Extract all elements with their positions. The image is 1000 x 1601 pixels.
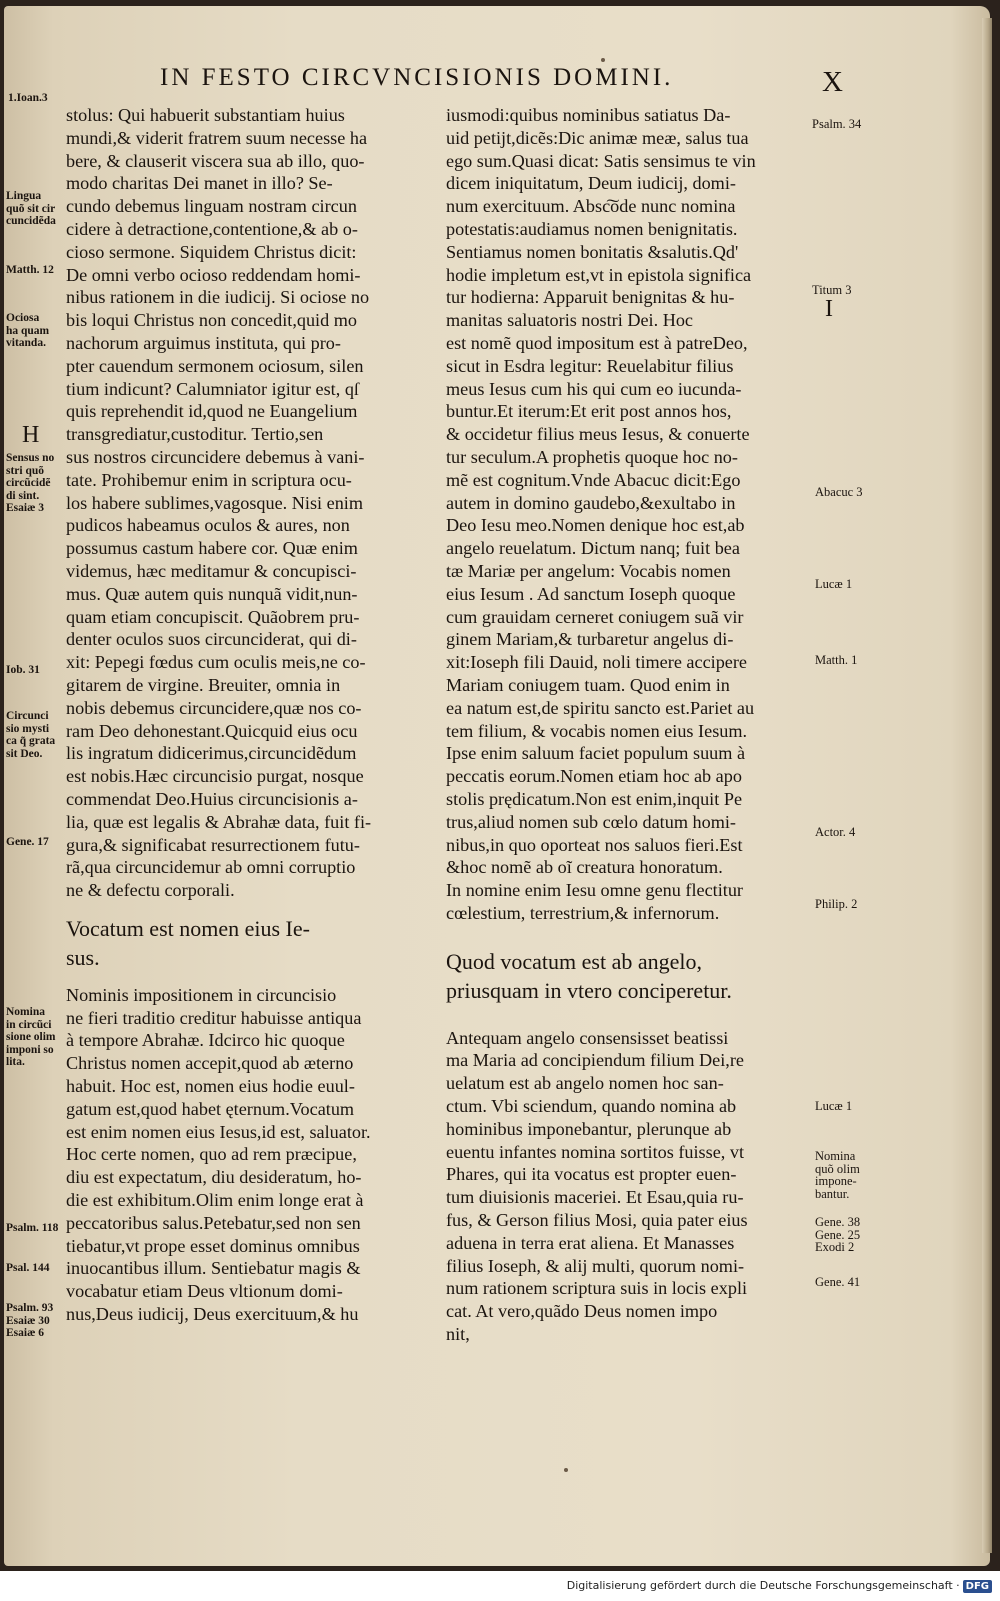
margin-note-line: quõ olim (815, 1161, 860, 1176)
text-line: nit, (446, 1324, 470, 1345)
text-line: tem filium, & vocabis nomen eius Iesum. (446, 720, 748, 741)
text-line: vocabatur etiam Deus vltionum domi- (66, 1281, 343, 1302)
text-line: die est exhibitum.Olim enim longe erat à (66, 1190, 364, 1211)
margin-note-line: stri quõ (6, 464, 45, 477)
text-line: nibus rationem in die iudicij. Si ociose no (66, 287, 370, 308)
margin-note-left (6, 836, 49, 849)
text-line: cum grauidam cerneret coniugem suã vir (446, 606, 744, 627)
margin-note-line: ca q̃ grata (6, 735, 56, 747)
margin-note-left (6, 190, 56, 228)
text-line: cioso sermone. Siquidem Christus dicit: (66, 241, 357, 262)
right-heading-line: priusquam in vtero conciperetur. (446, 977, 732, 1003)
text-line: aduena in terra erat aliena. Et Manasses (446, 1232, 735, 1253)
footer-credit (567, 1579, 992, 1593)
margin-note-line: Esaiæ 6 (6, 1327, 45, 1339)
margin-note-line: ha quam (6, 324, 50, 337)
text-line: dicem iniquitatum, Deum iudicij, domi- (446, 173, 736, 194)
margin-note-left (6, 1302, 53, 1340)
margin-note-line: quõ sit cir (6, 202, 56, 215)
text-line: videmus, hæc meditamur & concupisci- (66, 560, 357, 581)
text-line: cat. At vero,quãdo Deus nomen impo (446, 1301, 718, 1322)
margin-note-right (815, 826, 855, 839)
margin-note-line: Nomina (6, 1006, 45, 1018)
text-line: ne & defectu corporali. (66, 880, 235, 901)
paper-speck (601, 58, 605, 62)
text-line: nibus,in quo oporteat nos saluos fieri.Est (446, 834, 743, 855)
text-line: pter cauendum sermonem ociosum, silen (66, 355, 364, 376)
margin-note-line: Lucæ 1 (815, 1099, 853, 1113)
margin-note-left (6, 1222, 58, 1235)
text-line: Antequam angelo consensisset beatissi (446, 1027, 729, 1048)
margin-note-line: Esaiæ 3 (6, 502, 45, 514)
text-line: tium indicunt? Calumniator igitur est, qſ (66, 378, 359, 399)
margin-note-line: Abacuc 3 (815, 485, 863, 499)
text-line: lis ingratum didicerimus,circuncidẽdum (66, 743, 357, 764)
text-line: modo charitas Dei manet in illo? Se- (66, 173, 333, 194)
text-line: Nominis impositionem in circuncisio (66, 984, 337, 1005)
text-line: los habere sublimes,vagosque. Nisi enim (66, 492, 364, 513)
margin-note-line: sio mysti (6, 722, 50, 735)
text-line: est enim nomen eius Iesus,id est, saluator. (66, 1121, 371, 1142)
margin-note-line: sione olim (6, 1031, 56, 1043)
margin-note-right (815, 654, 857, 667)
text-line: angelo reuelatum. Dictum nanq; fuit bea (446, 538, 740, 559)
left-heading-line: sus. (66, 944, 100, 970)
text-line: gura,& significabat resurrectionem futu- (66, 834, 360, 855)
text-line: ea natum est,de spiritu sancto est.Pariet au (446, 697, 755, 718)
text-line: habuit. Hoc est, nomen eius hodie euul- (66, 1076, 355, 1097)
text-line: bis loqui Christus non concedit,quid mo (66, 310, 357, 331)
text-line: Ipse enim saluum faciet populum suum à (446, 743, 746, 764)
margin-note-right (815, 578, 852, 591)
text-line: est nomẽ quod impositum est à patreDeo, (446, 332, 748, 353)
text-line: tate. Prohibemur enim in scriptura ocu- (66, 469, 352, 490)
margin-note-line: Psalm. 34 (812, 117, 862, 131)
margin-note-right (815, 898, 857, 911)
margin-note-left (6, 452, 54, 515)
margin-note-line: Titum 3 (812, 283, 852, 297)
text-line: xit: Pepegi fœdus cum oculis meis,ne co- (66, 652, 366, 673)
text-line: uelatum est ab angelo nomen hoc san- (446, 1073, 724, 1094)
text-line: lia, quæ est legalis & Abrahæ data, fuit fi- (66, 811, 372, 832)
margin-note-line: di sint. (6, 489, 40, 502)
text-line: tur seculum.A prophetis quoque hoc no- (446, 446, 738, 467)
margin-note-left (6, 1262, 49, 1275)
margin-note-line: 1.Ioan.3 (8, 92, 48, 104)
text-line: sus nostros circuncidere debemus à vani- (66, 446, 365, 467)
text-line: ma Maria ad concipiendum filium Dei,re (446, 1050, 744, 1071)
right-heading (446, 947, 791, 1005)
text-line: &hoc nomẽ ab oĩ creatura honoratum. (446, 857, 723, 878)
text-line: inuocantibus illum. Sentiebatur magis & (66, 1258, 361, 1279)
text-line: stolis prędicatum.Non est enim,inquit Pe (446, 788, 743, 809)
text-line: quis reprehendit id,quod ne Euangelium (66, 401, 358, 422)
margin-note-right (815, 1276, 860, 1289)
footer-bar (0, 1571, 1000, 1601)
margin-note-line: Sensus no (6, 452, 55, 464)
margin-note-right (812, 118, 861, 131)
margin-note-line: Psalm. 93 (6, 1302, 54, 1314)
text-line: uid petijt,dicẽs:Dic animæ meæ, salus tua (446, 127, 749, 148)
left-heading (66, 914, 416, 972)
margin-note-line: Iob. 31 (6, 664, 40, 676)
margin-note-line: Psalm. 118 (6, 1222, 59, 1234)
text-line: tiebatur,vt prope esset dominus omnibus (66, 1235, 360, 1256)
text-line: peccatoribus salus.Petebatur,sed non sen (66, 1212, 361, 1233)
text-line: potestatis:audiamus nomen benignitatis. (446, 218, 738, 239)
margin-note-line: Psal. 144 (6, 1262, 50, 1274)
margin-note-right (815, 1150, 860, 1200)
text-line: nobis debemus circuncidere,quæ nos co- (66, 697, 362, 718)
text-line: gitarem de virgine. Breuiter, omnia in (66, 674, 341, 695)
margin-note-line: Actor. 4 (815, 825, 856, 839)
text-line: trus,aliud nomen sub cœlo datum homi- (446, 811, 736, 832)
text-line: commendat Deo.Huius circuncisionis a- (66, 788, 358, 809)
text-line: num rationem scriptura suis in locis expli (446, 1278, 748, 1299)
text-line: mundi,& viderit fratrem suum necesse ha (66, 127, 368, 148)
margin-note-line: circũcidẽ (6, 477, 51, 489)
margin-note-right (815, 1100, 852, 1113)
text-line: In nomine enim Iesu omne genu flectitur (446, 880, 743, 901)
text-line: bere, & clauserit viscera sua ab illo, quo- (66, 150, 365, 171)
text-line: manitas saluatoris nostri Dei. Hoc (446, 310, 693, 331)
text-line: sicut in Esdra legitur: Reuelabitur filius (446, 355, 734, 376)
text-line: num exercituum. Absc͠ode nunc nomina (446, 196, 736, 217)
margin-note-line: Gene. 25 (815, 1227, 861, 1242)
left-heading-line: Vocatum est nomen eius Ie- (66, 915, 310, 941)
text-line: xit:Ioseph fili Dauid, noli timere accipere (446, 652, 747, 673)
margin-note-line: lita. (6, 1056, 25, 1068)
text-line: ctum. Vbi sciendum, quando nomina ab (446, 1096, 737, 1117)
text-line: buntur.Et iterum:Et erit post annos hos, (446, 401, 732, 422)
left-column-body-2 (66, 984, 416, 1326)
text-line: denter oculos suos circunciderat, qui di- (66, 629, 357, 650)
margin-note-left (8, 92, 48, 105)
margin-note-line: Lingua (6, 190, 42, 202)
right-column (446, 104, 791, 1346)
right-margin-glyph: I (825, 296, 833, 322)
page-edge (982, 18, 992, 1553)
margin-note-left (6, 312, 49, 350)
text-line: De omni verbo ocioso reddendam homi- (66, 264, 361, 285)
margin-note-line: Gene. 17 (6, 836, 49, 848)
text-line: ram Deo dehonestant.Quicquid eius ocu (66, 720, 358, 741)
margin-note-line: Matth. 1 (815, 653, 858, 667)
initial-letter: H (22, 422, 40, 448)
margin-note-line: Exodi 2 (815, 1240, 855, 1254)
margin-note-line: vitanda. (6, 337, 46, 349)
margin-note-line: Ociosa (6, 312, 40, 324)
running-title: IN FESTO CIRCVNCISIONIS DOMINI. (160, 64, 674, 91)
margin-note-line: impone- (815, 1174, 857, 1188)
margin-note-line: in circũci (6, 1018, 52, 1031)
text-line: mus. Quæ autem quis nunquã vidit,nun- (66, 583, 358, 604)
margin-note-line: bantur. (815, 1186, 850, 1201)
text-line: stolus: Qui habuerit substantiam huius (66, 105, 345, 125)
text-line: eius Iesum . Ad sanctum Ioseph quoque (446, 583, 736, 604)
text-line: Mariam coniugem tuam. Quod enim in (446, 674, 730, 695)
margin-note-right (815, 1216, 860, 1254)
text-line: nus,Deus iudicij, Deus exercituum,& hu (66, 1304, 359, 1325)
margin-note-left (6, 664, 40, 677)
text-line: tæ Mariæ per angelum: Vocabis nomen (446, 560, 731, 581)
text-line: Christus nomen accepit,quod ab æterno (66, 1053, 354, 1074)
margin-note-line: Nomina (815, 1149, 856, 1163)
paper-speck (564, 1468, 568, 1472)
text-line: cundo debemus linguam nostram circun (66, 196, 357, 217)
text-line: ginem Mariam,& turbaretur angelus di- (446, 629, 734, 650)
text-line: rã,qua circuncidemur ab omni corruptio (66, 857, 356, 878)
margin-note-line: sit Deo. (6, 747, 43, 760)
text-line: possumus castum habere cor. Quæ enim (66, 538, 358, 559)
margin-note-line: Gene. 41 (815, 1275, 861, 1289)
text-line: gatum est,quod habet ęternum.Vocatum (66, 1098, 355, 1119)
text-line: & occidetur filius meus Iesus, & conuerte (446, 424, 750, 445)
text-line: hominibus imponebantur, plerunque ab (446, 1118, 732, 1139)
text-line: mẽ est cognitum.Vnde Abacuc dicit:Ego (446, 469, 741, 490)
margin-note-line: Lucæ 1 (815, 577, 853, 591)
text-line: ne fieri traditio creditur habuisse antiqua (66, 1007, 362, 1028)
text-line: ego sum.Quasi dicat: Satis sensimus te vin (446, 150, 756, 171)
left-column-body (66, 104, 416, 902)
margin-note-line: Gene. 38 (815, 1215, 861, 1229)
margin-note-left (6, 1006, 56, 1069)
margin-note-right (815, 486, 863, 499)
right-column-body (446, 104, 791, 925)
text-line: pudicos habeamus oculos & aures, non (66, 515, 350, 536)
margin-note-line: cuncidẽda (6, 215, 56, 227)
margin-note-left (6, 264, 54, 277)
text-line: Hoc certe nomen, quo ad rem præcipue, (66, 1144, 357, 1165)
text-line: Phares, qui ita vocatus est propter euen- (446, 1164, 737, 1185)
text-line: hodie impletum est,vt in epistola significa (446, 264, 752, 285)
text-line: Sentiamus nomen bonitatis &salutis.Qd' (446, 241, 739, 262)
text-line: tur hodierna: Apparuit benignitas & hu- (446, 287, 735, 308)
text-line: fus, & Gerson filius Mosi, quia pater eius (446, 1210, 748, 1231)
text-line: peccatis eorum.Nomen etiam hoc ab apo (446, 766, 742, 787)
text-line: nachorum arguimus instituta, qui pro- (66, 332, 341, 353)
text-line: quam etiam concupiscit. Quãobrem pru- (66, 606, 360, 627)
right-column-body-2 (446, 1027, 791, 1346)
text-line: tum diuisionis maceriei. Et Esau,quia ru- (446, 1187, 744, 1208)
text-line: meus Iesus cum his qui cum eo iucunda- (446, 378, 742, 399)
text-line: autem in domino gaudebo,&exultabo in (446, 492, 736, 513)
text-line: Deo Iesu meo.Nomen denique hoc est,ab (446, 515, 745, 536)
text-line: transgrediatur,custoditur. Tertio,sen (66, 424, 324, 445)
text-line: cœlestium, terrestrium,& infernorum. (446, 902, 720, 923)
margin-note-left (6, 710, 55, 760)
margin-note-line: Circunci (6, 710, 49, 722)
margin-note-line: Philip. 2 (815, 897, 858, 911)
right-heading-line: Quod vocatum est ab angelo, (446, 948, 702, 974)
text-line: filius Ioseph, & alij multi, quorum nomi- (446, 1255, 745, 1276)
text-line: iusmodi:quibus nominibus satiatus Da- (446, 105, 731, 125)
margin-note-right (812, 284, 852, 297)
margin-note-line: imponi so (6, 1043, 54, 1056)
text-line: euentu infantes nomina sortitos fuisse, vt (446, 1141, 745, 1162)
text-line: cidere à detractione,contentione,& ab o- (66, 218, 358, 239)
text-line: à tempore Abrahæ. Idcirco hic quoque (66, 1030, 345, 1051)
left-column (66, 104, 416, 1326)
text-line: diu est expectatum, diu desideratum, ho- (66, 1167, 362, 1188)
text-line: est nobis.Hæc circuncisio purgat, nosque (66, 766, 364, 787)
folio-number: X (822, 66, 843, 98)
margin-note-line: Esaiæ 30 (6, 1314, 50, 1327)
margin-note-line: Matth. 12 (6, 264, 54, 276)
footer-credit-text: Digitalisierung gefördert durch die Deutsche Forschungsgemeinschaft · (566, 1579, 960, 1592)
dfg-logo: DFG (963, 1580, 992, 1593)
